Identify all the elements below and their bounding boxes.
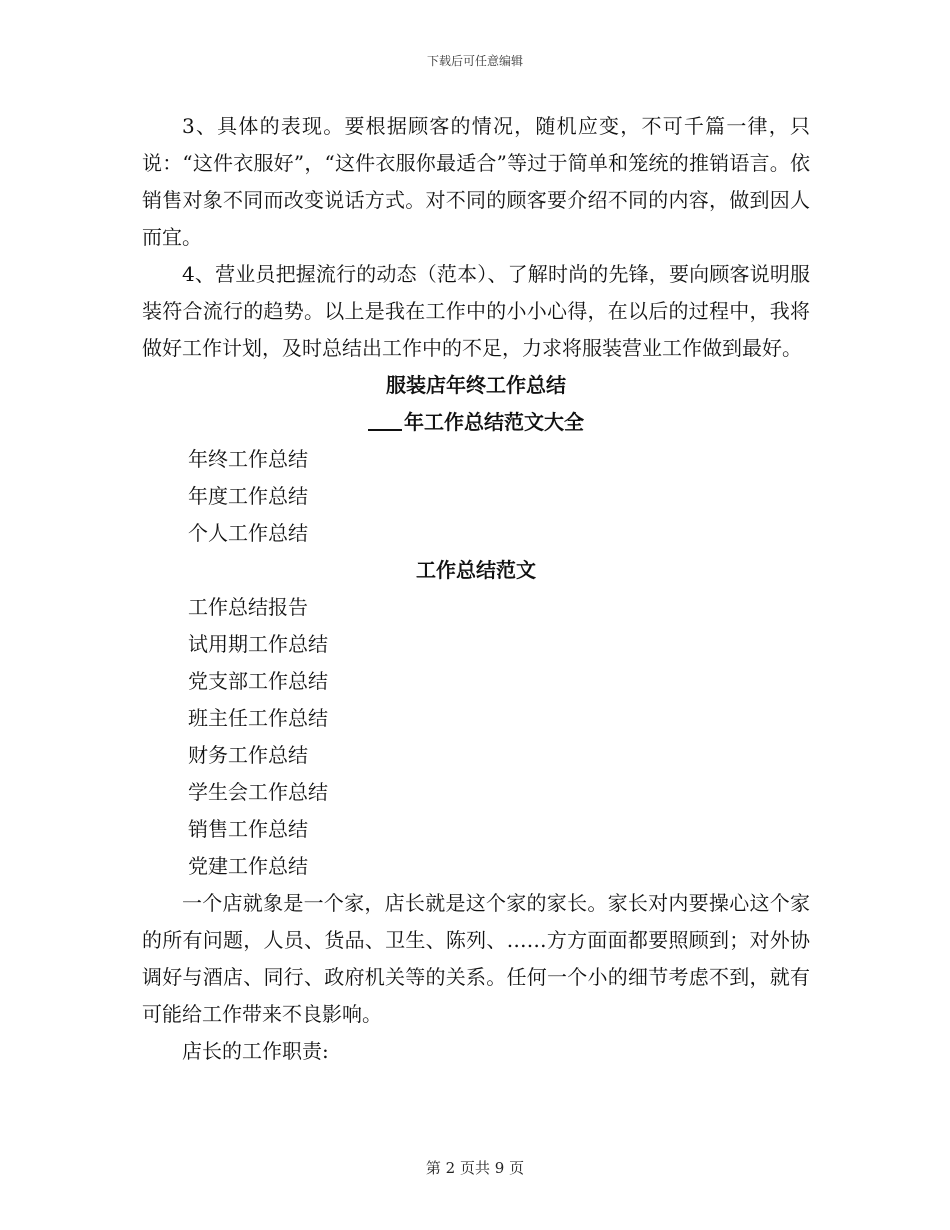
list-item: 学生会工作总结	[188, 780, 328, 804]
list-item: 党支部工作总结	[188, 669, 328, 693]
list-item: 班主任工作总结	[188, 706, 328, 730]
list-item: 党建工作总结	[188, 854, 308, 878]
list-item: 年终工作总结	[188, 447, 308, 471]
list-item: 销售工作总结	[188, 817, 308, 841]
list-item: 年度工作总结	[188, 484, 308, 508]
page-header: 下载后可任意编辑	[426, 54, 523, 68]
subtitle-text: 年工作总结范文大全	[404, 410, 584, 434]
page-number: 第 2 页共 9 页	[425, 1159, 525, 1177]
section-heading: 工作总结范文	[416, 558, 536, 582]
paragraph-trends: 4、营业员把握流行的动态（范本）、了解时尚的先锋，要向顾客说明服装符合流行的趋势。以上是我在工作中的小小心得，在以后的过程中，我将做好工作计划，及时总结出工作中的不足，力求将服装营业工作做到最好。	[142, 262, 810, 360]
summary-list-a	[142, 441, 810, 552]
list-item: 个人工作总结	[188, 521, 308, 545]
list-item: 财务工作总结	[188, 743, 308, 767]
year-blank	[368, 409, 402, 431]
document-title: 服装店年终工作总结	[386, 373, 566, 397]
document-body	[142, 108, 810, 1070]
paragraph-store-manager: 一个店就象是一个家，店长就是这个家的家长。家长对内要操心这个家的所有问题，人员、货品、卫生、陈列、……方方面面都要照顾到；对外协调好与酒店、同行、政府机关等的关系。任何一个小的细节考虑不到，就有可能给工作带来不良影响。	[142, 891, 810, 1026]
list-item: 试用期工作总结	[188, 632, 328, 656]
list-item: 工作总结报告	[188, 595, 308, 619]
paragraph-display: 3、具体的表现。要根据顾客的情况，随机应变，不可千篇一律，只说：“这件衣服好”，“这件衣服你最适合”等过于简单和笼统的推销语言。依销售对象不同而改变说话方式。对不同的顾客要介绍不同的内容，做到因人而宜。	[142, 114, 810, 249]
summary-list-b	[142, 589, 810, 885]
paragraph-duties: 店长的工作职责:	[182, 1039, 329, 1063]
document-subtitle	[142, 404, 810, 441]
